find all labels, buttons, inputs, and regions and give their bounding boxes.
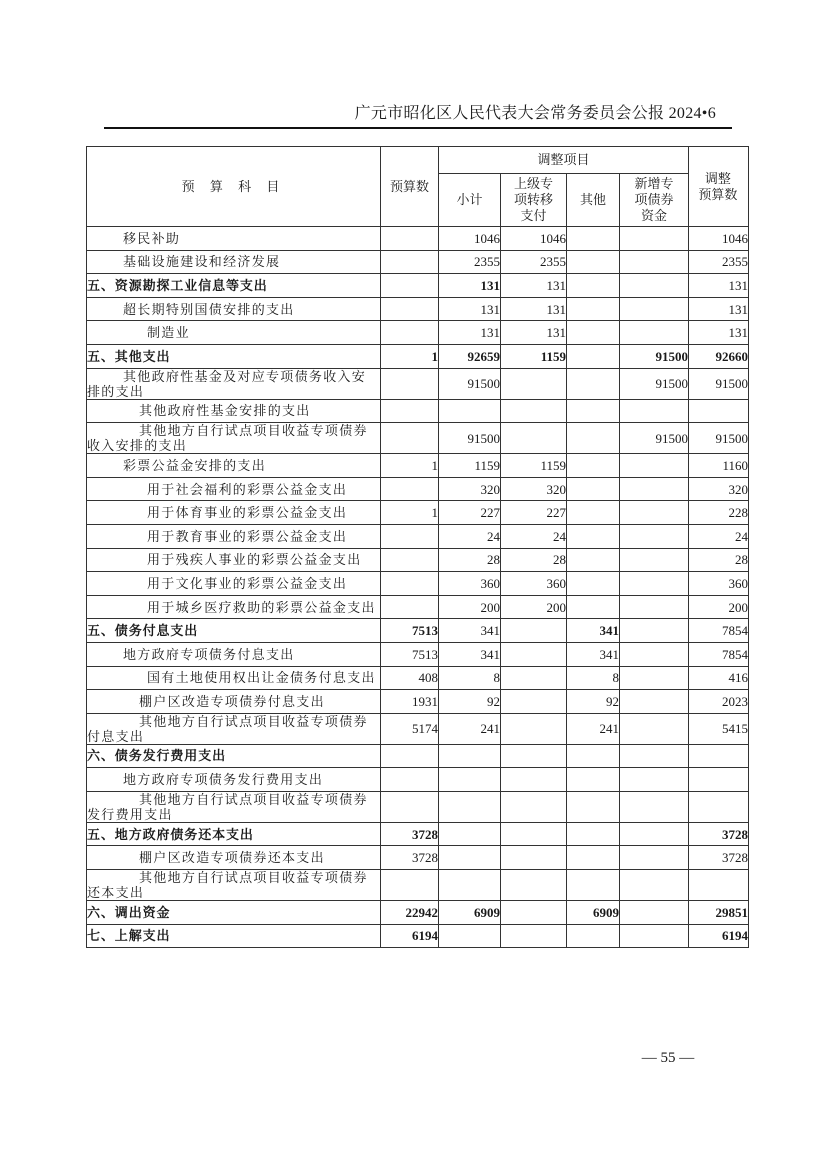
table-row (87, 250, 749, 274)
header-other: 其他 (567, 174, 620, 227)
table-row (87, 870, 749, 901)
cell-transfer (501, 399, 567, 423)
cell-transfer (501, 870, 567, 901)
cell-subtotal (439, 791, 501, 822)
cell-adjusted: 3728 (689, 846, 749, 870)
cell-transfer (501, 713, 567, 744)
cell-budget: 1 (381, 454, 439, 478)
running-header-title: 广元市昭化区人民代表大会常务委员会公报 2024•6 (354, 105, 716, 122)
cell-budget (381, 572, 439, 596)
cell-new-bond (620, 901, 689, 925)
header-new-bond (620, 174, 689, 227)
table-row (87, 368, 749, 399)
table-row (87, 524, 749, 548)
row-label: 地方政府专项债务付息支出 (87, 642, 381, 666)
cell-adjusted: 5415 (689, 713, 749, 744)
header-row (87, 147, 749, 174)
header-transfer (501, 174, 567, 227)
cell-transfer: 131 (501, 321, 567, 345)
table-row (87, 846, 749, 870)
cell-new-bond (620, 791, 689, 822)
cell-adjusted: 320 (689, 477, 749, 501)
cell-adjusted (689, 399, 749, 423)
cell-other (567, 250, 620, 274)
row-label: 用于社会福利的彩票公益金支出 (87, 477, 381, 501)
cell-subtotal: 131 (439, 297, 501, 321)
cell-transfer (501, 423, 567, 454)
cell-transfer: 227 (501, 501, 567, 525)
table-row (87, 619, 749, 643)
cell-other (567, 368, 620, 399)
header-new-bond-label: 新增专项债券资金 (634, 176, 674, 223)
cell-subtotal (439, 846, 501, 870)
cell-other (567, 870, 620, 901)
row-label: 棚户区改造专项债券付息支出 (87, 690, 381, 714)
table-row (87, 822, 749, 846)
table-row (87, 399, 749, 423)
table-row (87, 666, 749, 690)
cell-other (567, 321, 620, 345)
cell-other (567, 791, 620, 822)
cell-budget: 3728 (381, 846, 439, 870)
header-budget: 预算数 (381, 147, 439, 227)
row-label: 用于文化事业的彩票公益金支出 (87, 572, 381, 596)
cell-budget: 22942 (381, 901, 439, 925)
cell-other (567, 227, 620, 251)
cell-adjusted: 91500 (689, 368, 749, 399)
cell-adjusted: 1046 (689, 227, 749, 251)
cell-adjusted: 131 (689, 297, 749, 321)
cell-budget (381, 548, 439, 572)
cell-transfer (501, 619, 567, 643)
cell-budget (381, 297, 439, 321)
running-header (355, 104, 716, 124)
cell-subtotal: 92 (439, 690, 501, 714)
table-row (87, 901, 749, 925)
table-body (87, 227, 749, 948)
cell-transfer: 1159 (501, 454, 567, 478)
cell-subtotal: 8 (439, 666, 501, 690)
row-label: 其他政府性基金安排的支出 (87, 399, 381, 423)
cell-subtotal: 92659 (439, 344, 501, 368)
table-row (87, 423, 749, 454)
cell-new-bond (620, 399, 689, 423)
cell-transfer (501, 846, 567, 870)
row-label: 国有土地使用权出让金债务付息支出 (87, 666, 381, 690)
cell-budget (381, 227, 439, 251)
cell-transfer: 200 (501, 595, 567, 619)
cell-budget (381, 368, 439, 399)
cell-transfer (501, 924, 567, 948)
row-label: 用于体育事业的彩票公益金支出 (87, 501, 381, 525)
cell-other (567, 572, 620, 596)
cell-other (567, 501, 620, 525)
row-label: 超长期特别国债安排的支出 (87, 297, 381, 321)
header-adjustment-items: 调整项目 (439, 147, 689, 174)
cell-budget (381, 399, 439, 423)
cell-other (567, 548, 620, 572)
cell-subtotal (439, 924, 501, 948)
cell-new-bond (620, 924, 689, 948)
cell-subtotal: 1046 (439, 227, 501, 251)
cell-adjusted: 2023 (689, 690, 749, 714)
cell-subtotal: 341 (439, 619, 501, 643)
cell-adjusted: 91500 (689, 423, 749, 454)
row-label: 七、上解支出 (87, 924, 381, 948)
cell-budget (381, 595, 439, 619)
cell-transfer: 1046 (501, 227, 567, 251)
row-label: 基础设施建设和经济发展 (87, 250, 381, 274)
cell-subtotal: 91500 (439, 368, 501, 399)
cell-other (567, 924, 620, 948)
table-row (87, 768, 749, 792)
cell-new-bond (620, 227, 689, 251)
table-row (87, 501, 749, 525)
table-row (87, 227, 749, 251)
row-label: 制造业 (87, 321, 381, 345)
cell-budget (381, 321, 439, 345)
cell-adjusted: 29851 (689, 901, 749, 925)
cell-adjusted (689, 744, 749, 768)
cell-budget: 408 (381, 666, 439, 690)
cell-new-bond (620, 822, 689, 846)
cell-adjusted: 131 (689, 274, 749, 298)
header-adjusted-budget (689, 147, 749, 227)
cell-new-bond (620, 477, 689, 501)
cell-other (567, 399, 620, 423)
row-label: 其他地方自行试点项目收益专项债券还本支出 (87, 870, 381, 901)
cell-other: 241 (567, 713, 620, 744)
cell-transfer: 2355 (501, 250, 567, 274)
cell-subtotal (439, 870, 501, 901)
table-row (87, 344, 749, 368)
table-row (87, 572, 749, 596)
row-label: 其他地方自行试点项目收益专项债券发行费用支出 (87, 791, 381, 822)
header-subtotal: 小计 (439, 174, 501, 227)
cell-subtotal (439, 399, 501, 423)
row-label: 五、债务付息支出 (87, 619, 381, 643)
cell-other (567, 274, 620, 298)
cell-budget (381, 768, 439, 792)
cell-other: 8 (567, 666, 620, 690)
table-row (87, 690, 749, 714)
cell-transfer (501, 791, 567, 822)
cell-subtotal: 131 (439, 321, 501, 345)
cell-subtotal: 360 (439, 572, 501, 596)
cell-adjusted: 7854 (689, 619, 749, 643)
table-row (87, 454, 749, 478)
cell-new-bond (620, 250, 689, 274)
cell-budget: 7513 (381, 642, 439, 666)
table-row (87, 595, 749, 619)
table-row (87, 924, 749, 948)
cell-other (567, 524, 620, 548)
cell-budget: 7513 (381, 619, 439, 643)
cell-budget (381, 274, 439, 298)
row-label: 五、资源勘探工业信息等支出 (87, 274, 381, 298)
budget-adjustment-table (86, 146, 749, 948)
cell-transfer: 131 (501, 297, 567, 321)
cell-adjusted (689, 791, 749, 822)
cell-new-bond (620, 666, 689, 690)
header-subject: 预 算 科 目 (87, 147, 381, 227)
row-label: 其他地方自行试点项目收益专项债券付息支出 (87, 713, 381, 744)
cell-transfer (501, 368, 567, 399)
cell-budget: 1 (381, 501, 439, 525)
cell-adjusted: 7854 (689, 642, 749, 666)
cell-new-bond (620, 768, 689, 792)
cell-transfer: 24 (501, 524, 567, 548)
cell-new-bond (620, 595, 689, 619)
cell-other (567, 297, 620, 321)
table-row (87, 548, 749, 572)
cell-other: 341 (567, 642, 620, 666)
cell-budget (381, 524, 439, 548)
cell-budget (381, 477, 439, 501)
cell-transfer (501, 822, 567, 846)
table-row (87, 477, 749, 501)
cell-transfer (501, 744, 567, 768)
row-label: 五、地方政府债务还本支出 (87, 822, 381, 846)
cell-new-bond (620, 619, 689, 643)
cell-transfer (501, 690, 567, 714)
cell-transfer (501, 666, 567, 690)
cell-other: 6909 (567, 901, 620, 925)
cell-budget (381, 744, 439, 768)
table-header (87, 147, 749, 227)
cell-transfer: 131 (501, 274, 567, 298)
cell-adjusted: 2355 (689, 250, 749, 274)
cell-subtotal: 200 (439, 595, 501, 619)
header-transfer-label: 上级专项转移支付 (513, 176, 553, 223)
cell-new-bond (620, 297, 689, 321)
cell-new-bond (620, 572, 689, 596)
cell-new-bond: 91500 (620, 344, 689, 368)
page-number: — 55 — (641, 1050, 695, 1066)
cell-budget (381, 250, 439, 274)
cell-new-bond (620, 321, 689, 345)
cell-adjusted: 6194 (689, 924, 749, 948)
cell-subtotal: 1159 (439, 454, 501, 478)
row-label: 其他地方自行试点项目收益专项债券收入安排的支出 (87, 423, 381, 454)
cell-budget: 3728 (381, 822, 439, 846)
cell-new-bond (620, 870, 689, 901)
table-row (87, 321, 749, 345)
cell-adjusted: 131 (689, 321, 749, 345)
cell-adjusted: 28 (689, 548, 749, 572)
cell-new-bond (620, 642, 689, 666)
cell-subtotal: 6909 (439, 901, 501, 925)
header-adjusted-budget-label: 调整预算数 (698, 170, 738, 202)
cell-subtotal: 131 (439, 274, 501, 298)
cell-other (567, 744, 620, 768)
cell-adjusted: 1160 (689, 454, 749, 478)
cell-transfer: 360 (501, 572, 567, 596)
cell-budget: 5174 (381, 713, 439, 744)
table-row (87, 791, 749, 822)
cell-new-bond: 91500 (620, 368, 689, 399)
cell-transfer: 1159 (501, 344, 567, 368)
table-row (87, 642, 749, 666)
cell-new-bond (620, 274, 689, 298)
cell-subtotal: 91500 (439, 423, 501, 454)
cell-adjusted (689, 768, 749, 792)
row-label: 用于残疾人事业的彩票公益金支出 (87, 548, 381, 572)
table-row (87, 274, 749, 298)
cell-subtotal (439, 768, 501, 792)
cell-budget: 6194 (381, 924, 439, 948)
cell-budget: 1931 (381, 690, 439, 714)
row-label: 棚户区改造专项债券还本支出 (87, 846, 381, 870)
row-label: 六、调出资金 (87, 901, 381, 925)
row-label: 五、其他支出 (87, 344, 381, 368)
row-label: 六、债务发行费用支出 (87, 744, 381, 768)
cell-budget (381, 870, 439, 901)
cell-subtotal: 28 (439, 548, 501, 572)
cell-adjusted: 92660 (689, 344, 749, 368)
cell-subtotal (439, 744, 501, 768)
cell-new-bond (620, 846, 689, 870)
cell-other (567, 846, 620, 870)
cell-budget (381, 791, 439, 822)
cell-subtotal: 2355 (439, 250, 501, 274)
cell-other (567, 454, 620, 478)
row-label: 彩票公益金安排的支出 (87, 454, 381, 478)
cell-transfer: 320 (501, 477, 567, 501)
table-row (87, 297, 749, 321)
cell-transfer (501, 642, 567, 666)
cell-budget: 1 (381, 344, 439, 368)
cell-subtotal: 227 (439, 501, 501, 525)
cell-adjusted: 200 (689, 595, 749, 619)
cell-other (567, 768, 620, 792)
table-row (87, 713, 749, 744)
cell-other (567, 822, 620, 846)
cell-adjusted: 3728 (689, 822, 749, 846)
cell-new-bond (620, 690, 689, 714)
cell-subtotal: 241 (439, 713, 501, 744)
row-label: 用于城乡医疗救助的彩票公益金支出 (87, 595, 381, 619)
row-label: 用于教育事业的彩票公益金支出 (87, 524, 381, 548)
cell-other (567, 344, 620, 368)
cell-adjusted: 228 (689, 501, 749, 525)
cell-transfer (501, 768, 567, 792)
cell-new-bond (620, 548, 689, 572)
cell-subtotal (439, 822, 501, 846)
cell-new-bond: 91500 (620, 423, 689, 454)
cell-new-bond (620, 501, 689, 525)
cell-other (567, 423, 620, 454)
cell-new-bond (620, 744, 689, 768)
cell-other: 92 (567, 690, 620, 714)
cell-new-bond (620, 524, 689, 548)
row-label: 其他政府性基金及对应专项债务收入安排的支出 (87, 368, 381, 399)
cell-subtotal: 24 (439, 524, 501, 548)
cell-other: 341 (567, 619, 620, 643)
header-rule (104, 127, 732, 129)
cell-transfer (501, 901, 567, 925)
row-label: 地方政府专项债务发行费用支出 (87, 768, 381, 792)
cell-new-bond (620, 454, 689, 478)
cell-subtotal: 341 (439, 642, 501, 666)
cell-new-bond (620, 713, 689, 744)
cell-budget (381, 423, 439, 454)
cell-adjusted: 416 (689, 666, 749, 690)
cell-other (567, 477, 620, 501)
cell-adjusted (689, 870, 749, 901)
cell-adjusted: 360 (689, 572, 749, 596)
cell-adjusted: 24 (689, 524, 749, 548)
cell-subtotal: 320 (439, 477, 501, 501)
cell-transfer: 28 (501, 548, 567, 572)
row-label: 移民补助 (87, 227, 381, 251)
table-row (87, 744, 749, 768)
cell-other (567, 595, 620, 619)
